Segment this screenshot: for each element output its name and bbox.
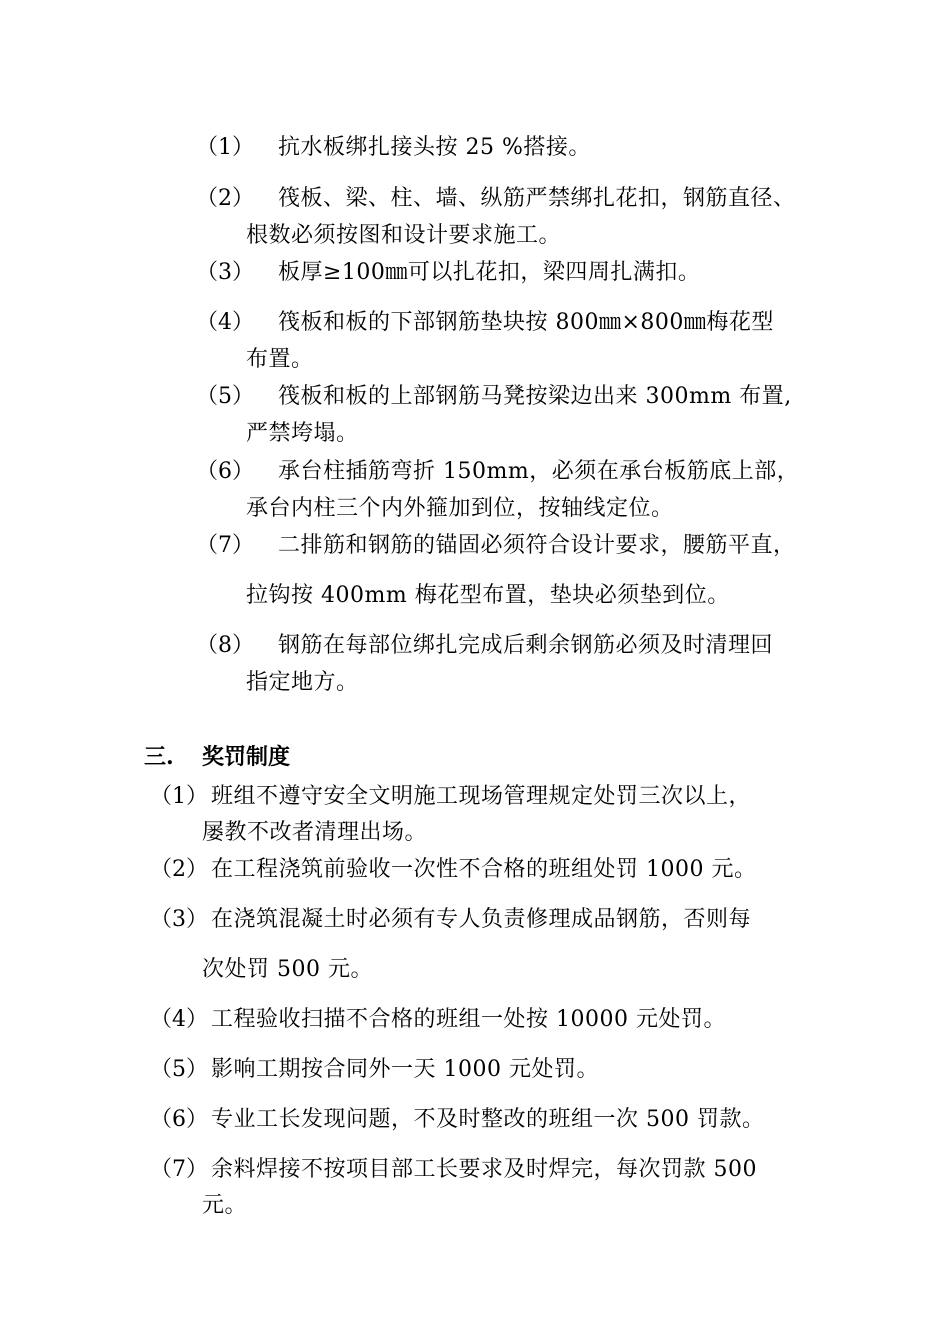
item-text: 筏板和板的上部钢筋马凳按梁边出来 300mm 布置, (278, 384, 792, 409)
item-text-continued: 屡教不改者清理出场。 (202, 820, 428, 845)
item-number: （4） (196, 310, 254, 335)
item-text: 专业工长发现问题，不及时整改的班组一次 500 罚款。 (211, 1107, 765, 1132)
item-text-continued: 承台内柱三个内外箍加到位，按轴线定位。 (246, 496, 674, 521)
item-text-continued: 根数必须按图和设计要求施工。 (246, 223, 562, 248)
section-three-number: 三. (144, 744, 174, 770)
item-number: （5） (196, 384, 254, 409)
item-text: 余料焊接不按项目部工长要求及时焊完，每次罚款 500 (211, 1157, 757, 1182)
item-text-continued: 严禁垮塌。 (246, 421, 359, 446)
item-number: （2） (150, 857, 208, 882)
item-text: 筏板、梁、柱、墙、纵筋严禁绑扎花扣，钢筋直径、 (278, 186, 796, 211)
item-number: （2） (196, 186, 254, 211)
item-text: 工程验收扫描不合格的班组一处按 10000 元处罚。 (211, 1007, 726, 1032)
item-number: （1） (196, 135, 254, 160)
item-text: 二排筋和钢筋的锚固必须符合设计要求，腰筋平直， (278, 533, 796, 558)
item-text: 筏板和板的下部钢筋垫块按 800㎜×800㎜梅花型 (278, 310, 774, 335)
item-number: （7） (150, 1157, 208, 1182)
item-number: （3） (196, 260, 254, 285)
item-number: （6） (150, 1107, 208, 1132)
item-text: 在浇筑混凝土时必须有专人负责修理成品钢筋，否则每 (211, 907, 752, 932)
item-text: 班组不遵守安全文明施工现场管理规定处罚三次以上， (211, 784, 752, 809)
item-text-continued: 次处罚 500 元。 (202, 957, 373, 982)
item-text-continued: 拉钩按 400mm 梅花型布置，垫块必须垫到位。 (246, 583, 730, 608)
item-text: 抗水板绑扎接头按 25 %搭接。 (278, 135, 591, 160)
section-three-title: 奖罚制度 (202, 744, 291, 770)
item-text: 承台柱插筋弯折 150mm，必须在承台板筋底上部， (278, 459, 800, 484)
item-number: （7） (196, 533, 254, 558)
item-text: 板厚≥100㎜可以扎花扣，梁四周扎满扣。 (278, 260, 701, 285)
item-number: （4） (150, 1007, 208, 1032)
item-text-continued: 布置。 (246, 347, 314, 372)
item-number: （8） (196, 633, 254, 658)
item-number: （3） (150, 907, 208, 932)
item-text-continued: 指定地方。 (246, 670, 359, 695)
item-text-continued: 元。 (202, 1193, 248, 1218)
item-number: （5） (150, 1057, 208, 1082)
item-number: （6） (196, 459, 254, 484)
item-text: 钢筋在每部位绑扎完成后剩余钢筋必须及时清理回 (278, 633, 774, 658)
item-text: 影响工期按合同外一天 1000 元处罚。 (211, 1057, 599, 1082)
item-text: 在工程浇筑前验收一次性不合格的班组处罚 1000 元。 (211, 857, 757, 882)
item-number: （1） (150, 784, 208, 809)
